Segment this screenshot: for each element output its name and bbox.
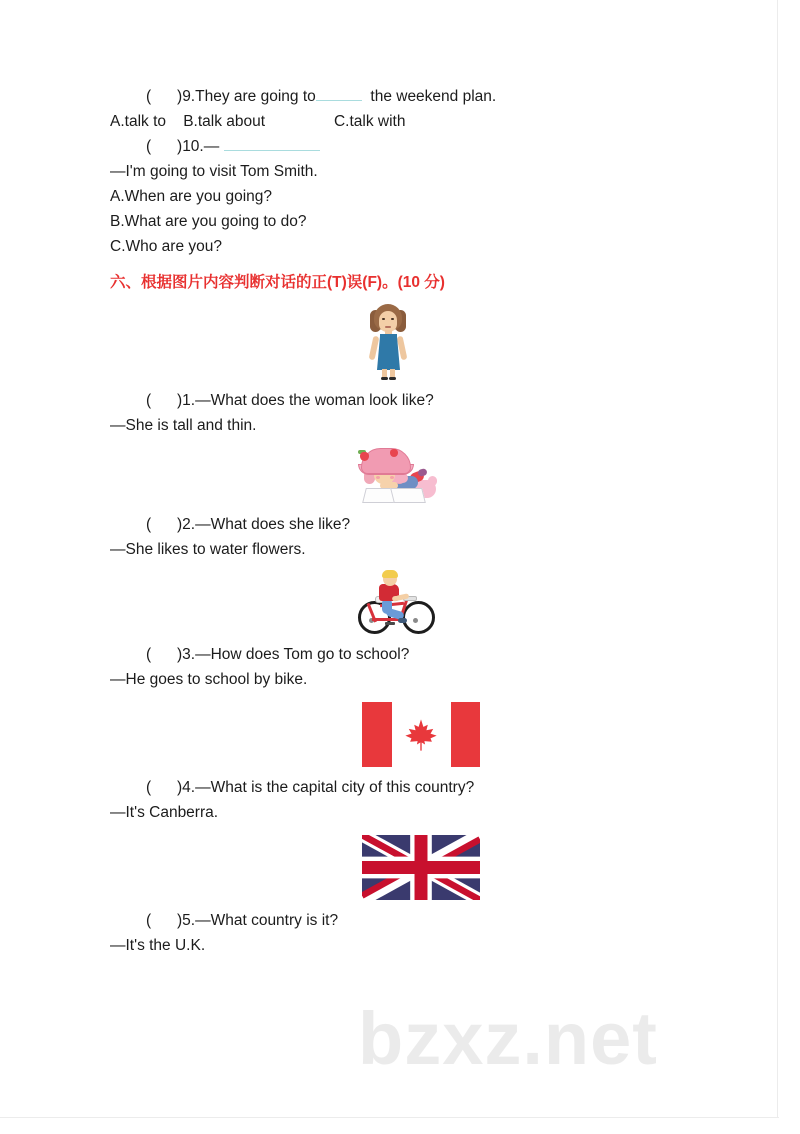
flag-of-canada [362,702,480,767]
site-watermark: bzxz.net [358,997,658,1080]
item-1-answer: —She is tall and thin. [110,417,257,434]
question-10-blank[interactable] [224,150,320,151]
girl-strawberry-bonnet [361,448,411,474]
maple-leaf-icon [404,718,438,752]
question-9-blank[interactable] [316,100,362,101]
woman-dress-strap-left [380,334,383,342]
strawberry-icon-right [390,449,398,457]
item-1-question: ( )1.—What does the woman look like? [146,392,434,409]
union-jack-icon [362,835,480,900]
section-six-item-3 [110,570,710,692]
girl-cheek-left [376,476,380,479]
question-10-line [110,134,710,159]
worksheet-content [110,84,710,958]
woman-shoe-left [381,377,388,380]
item-4-question: ( )4.—What is the capital city of this country? [146,779,475,796]
canada-flag-band-left [362,702,392,767]
section-six-item-2 [110,446,710,562]
open-book-right-page [390,488,426,503]
section-six-item-5 [110,835,710,958]
bicycle-hub-front [413,618,418,623]
boy-blond-hair [382,570,398,578]
woman-standing-illustration [358,304,418,380]
bicycle-pedal [385,622,395,625]
woman-dress-strap-right [394,334,397,342]
canada-flag-band-right [451,702,481,767]
item-2-question: ( )2.—What does she like? [146,516,351,533]
section-six-heading: 六、根据图片内容判断对话的正(T)误(F)。(10 分) [110,274,445,291]
question-10-number: 10. [182,138,204,155]
boy-shoe [398,618,407,623]
item-4-answer: —It's Canberra. [110,804,219,821]
section-six-item-1 [110,304,710,438]
girl-cheek-right [390,476,394,479]
woman-arm-left [369,336,380,361]
item-5-answer: —It's the U.K. [110,937,206,954]
woman-shoe-right [389,377,396,380]
question-9-marker-close: ) [177,88,183,105]
item-5-question: ( )5.—What country is it? [146,912,339,929]
page-border-right [777,0,778,1118]
question-9-text-before: They are going to [195,88,316,105]
woman-face [379,311,397,332]
question-9-text-after: the weekend plan. [370,88,497,105]
strawberry-icon-left [360,452,369,461]
question-9-number: 9. [182,88,196,105]
question-9-marker: ( [146,88,152,105]
boy-riding-bicycle-illustration [358,570,430,634]
page-border-bottom [0,1117,779,1118]
girl-shoe [417,468,428,477]
question-9-line [110,84,710,109]
flag-of-united-kingdom [362,835,480,900]
question-10-marker-close: ) [177,138,183,155]
question-9-options: A.talk to B.talk about C.talk with [110,113,406,130]
girl-reading-book-illustration [358,446,440,504]
item-2-answer: —She likes to water flowers. [110,541,306,558]
bicycle-wheel-front [402,601,435,634]
figure-woman [110,304,710,380]
woman-eye-left [382,318,385,320]
item-3-answer: —He goes to school by bike. [110,671,308,688]
section-six-item-4 [110,702,710,825]
question-10-option-b: B.What are you going to do? [110,213,307,230]
figure-girl-reading [110,446,710,504]
woman-eye-right [391,318,394,320]
figure-boy-bicycle [110,570,710,634]
boy-shirt-sleeve [390,588,399,596]
figure-uk-flag [110,835,710,900]
question-10-marker: ( [146,138,152,155]
question-10-option-a: A.When are you going? [110,188,272,205]
question-10-answer: —I'm going to visit Tom Smith. [110,163,318,180]
woman-mouth [385,326,391,328]
figure-canada-flag [110,702,710,767]
item-3-question: ( )3.—How does Tom go to school? [146,646,410,663]
question-10-dash: — [203,138,220,155]
question-10-option-c: C.Who are you? [110,238,222,255]
